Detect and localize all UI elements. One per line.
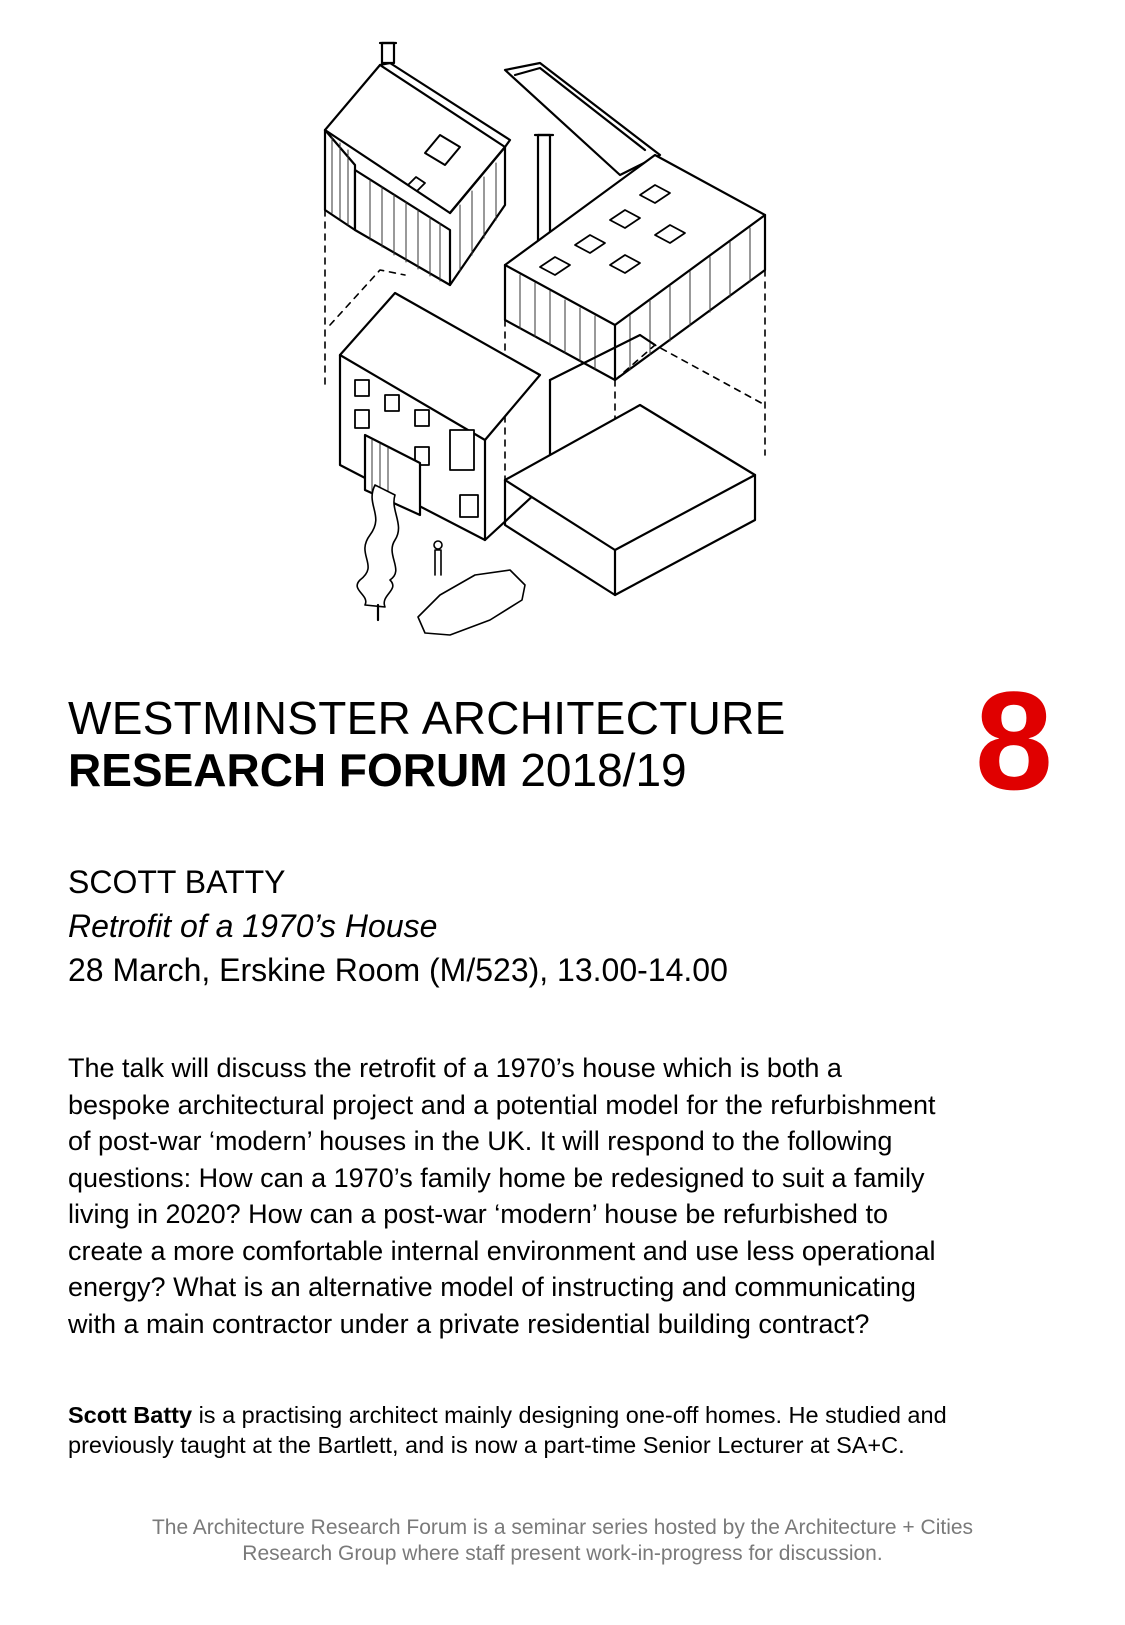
- speaker-bio: [68, 1400, 1078, 1460]
- event-info: [68, 860, 728, 992]
- abstract-line: of post-war ‘modern’ houses in the UK. It will respond to the following: [68, 1126, 893, 1156]
- abstract-line: with a main contractor under a private residential building contract?: [68, 1308, 870, 1339]
- abstract-line: questions: How can a 1970’s family home be redesigned to suit a family: [68, 1162, 925, 1193]
- abstract-line: living in 2020? How can a post-war ‘modern’ house be refurbished to: [68, 1199, 888, 1229]
- talk-title: Retrofit of a 1970’s House: [68, 908, 438, 944]
- title-forum-name: RESEARCH FORUM: [68, 744, 508, 796]
- abstract-line: create a more comfortable internal environment and use less operational: [68, 1235, 936, 1266]
- bio-name: Scott Batty: [68, 1402, 193, 1428]
- abstract-line: The talk will discuss the retrofit of a 1970’s house which is both a: [68, 1053, 842, 1083]
- title-line-2: [68, 744, 786, 796]
- event-details: 28 March, Erskine Room (M/523), 13.00-14.00: [68, 952, 728, 988]
- house-illustration: [310, 35, 810, 670]
- bio-line-2: previously taught at the Bartlett, and is now a part-time Senior Lecturer at SA+C.: [68, 1432, 905, 1458]
- bio-line-1: [68, 1400, 1078, 1430]
- footer-line-2: Research Group where staff present work-in-progress for discussion.: [242, 1542, 883, 1565]
- forum-title: [68, 692, 786, 796]
- footer-note: [60, 1515, 1065, 1567]
- title-year: 2018/19: [520, 744, 687, 796]
- speaker-name: SCOTT BATTY: [68, 864, 286, 900]
- event-number: 8: [975, 662, 1053, 819]
- title-line-1: WESTMINSTER ARCHITECTURE: [68, 692, 786, 744]
- abstract-line: bespoke architectural project and a potential model for the refurbishment: [68, 1089, 936, 1120]
- bio-line-1-text: is a practising architect mainly designing one-off homes. He studied and: [192, 1402, 947, 1428]
- footer-line-1: The Architecture Research Forum is a seminar series hosted by the Architecture + Cities: [151, 1516, 974, 1539]
- abstract-line: energy? What is an alternative model of instructing and communicating: [68, 1272, 916, 1302]
- abstract: [68, 1050, 1068, 1342]
